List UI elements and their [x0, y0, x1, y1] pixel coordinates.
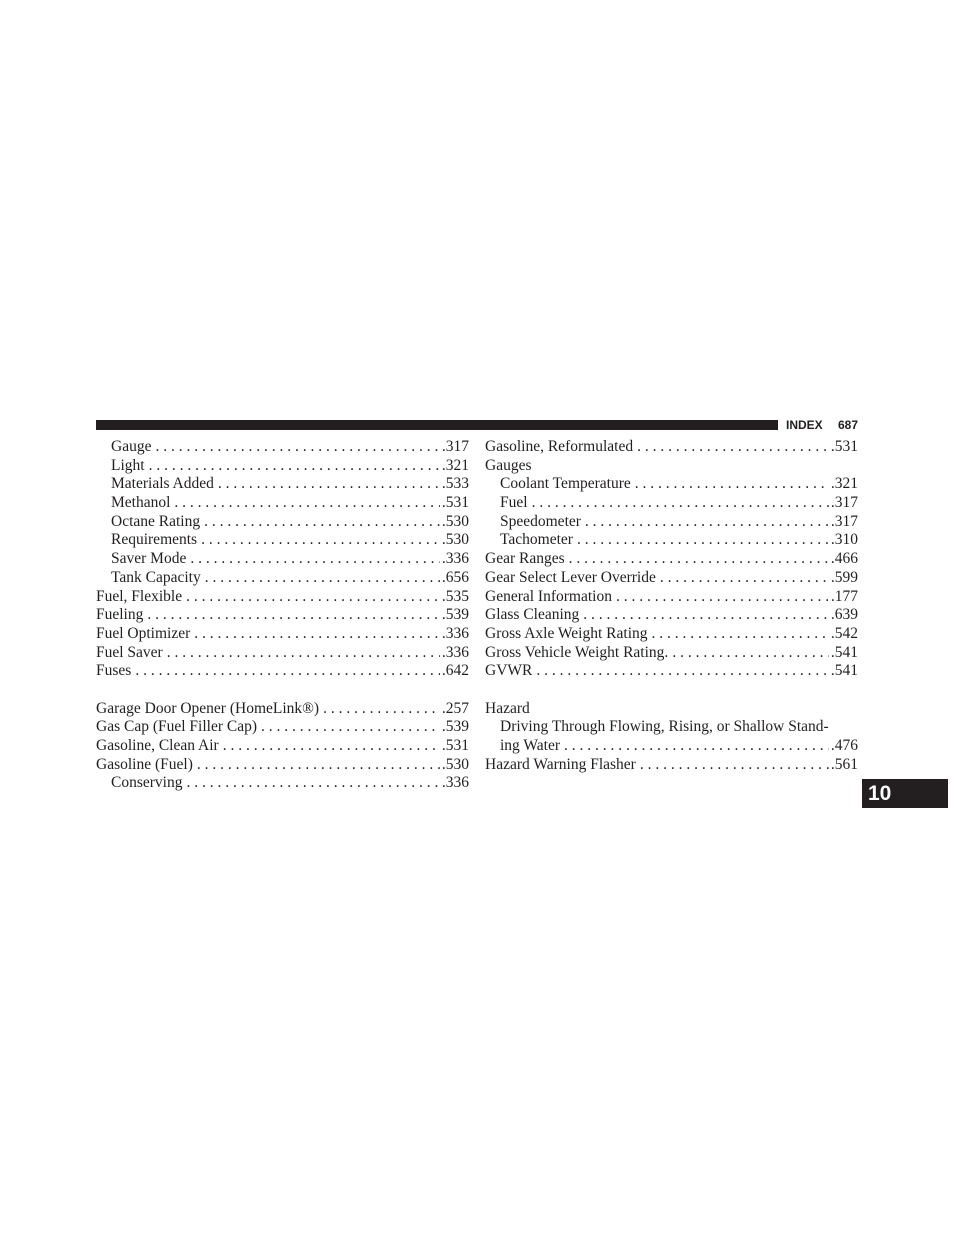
- index-entry-page: .177: [830, 587, 858, 605]
- index-entry-page: .336: [441, 774, 469, 792]
- index-entry-label: Fuel, Flexible: [96, 587, 183, 605]
- index-entry: [485, 644, 858, 663]
- index-entry: [96, 737, 469, 756]
- index-entry-page: .599: [830, 568, 858, 586]
- index-entry: [96, 625, 469, 644]
- index-entry-label: Gas Cap (Fuel Filler Cap): [96, 718, 258, 736]
- dot-leader: [204, 513, 440, 532]
- dot-leader: [261, 718, 440, 737]
- index-column-right: [485, 438, 858, 774]
- index-entry-page: .317: [441, 438, 469, 455]
- index-entry-page: .466: [830, 550, 858, 568]
- index-entry: [96, 774, 469, 793]
- dot-leader: [190, 550, 440, 569]
- index-entry-label: Gauge: [111, 438, 152, 455]
- index-entry: [96, 550, 469, 569]
- index-entry: [485, 662, 858, 681]
- index-entry-page: .530: [441, 512, 469, 530]
- index-entry-label: Saver Mode: [111, 550, 187, 568]
- index-entry-page: .317: [830, 494, 858, 512]
- dot-leader: [652, 625, 829, 644]
- index-entry: [96, 569, 469, 588]
- index-entry-label: Requirements: [111, 531, 198, 549]
- dot-leader: [585, 513, 829, 532]
- index-entry-label: Fuel Optimizer: [96, 624, 191, 642]
- dot-leader: [186, 588, 440, 607]
- dot-leader: [174, 494, 439, 513]
- dot-leader: [672, 644, 829, 663]
- index-entry: [96, 457, 469, 476]
- index-entry-page: .321: [441, 456, 469, 474]
- index-entry-label: Driving Through Flowing, Rising, or Shallow Stand-: [500, 718, 829, 736]
- index-entry: [485, 737, 858, 756]
- index-entry-page: .257: [441, 699, 469, 717]
- index-entry-label: Hazard: [485, 699, 530, 717]
- dot-leader: [223, 737, 440, 756]
- index-entry: [96, 475, 469, 494]
- index-entry: [96, 644, 469, 663]
- index-entry: [96, 494, 469, 513]
- index-entry: [96, 606, 469, 625]
- index-entry-label: Gross Vehicle Weight Rating.: [485, 643, 669, 661]
- index-entry: [485, 588, 858, 607]
- dot-leader: [640, 756, 829, 775]
- index-entry: [485, 550, 858, 569]
- index-entry-page: .542: [830, 624, 858, 642]
- index-entry-page: .336: [441, 550, 469, 568]
- chapter-tab: [862, 779, 948, 808]
- index-entry-page: .656: [441, 568, 469, 586]
- index-entry-label: Gasoline, Clean Air: [96, 737, 219, 754]
- index-entry: [485, 475, 858, 494]
- index-entry-page: .539: [441, 606, 469, 624]
- index-entry-label: Gauges: [485, 456, 532, 474]
- running-header: [786, 417, 858, 433]
- index-entry-page: .541: [830, 643, 858, 661]
- index-entry-label: Tank Capacity: [111, 568, 201, 586]
- dot-leader: [155, 438, 439, 457]
- dot-leader: [532, 494, 829, 513]
- index-entry: [485, 569, 858, 588]
- index-entry-label: Gear Select Lever Override: [485, 568, 656, 586]
- dot-leader: [218, 475, 440, 494]
- index-entry-page: .336: [441, 643, 469, 661]
- index-entry-label: GVWR: [485, 662, 533, 680]
- dot-leader: [660, 569, 829, 588]
- index-entry-label: Gross Axle Weight Rating: [485, 624, 648, 642]
- index-column-left: [96, 438, 469, 793]
- index-entry: [485, 625, 858, 644]
- index-entry-page: .530: [441, 531, 469, 549]
- index-entry: [96, 513, 469, 532]
- dot-leader: [186, 774, 439, 793]
- index-entry-page: .476: [830, 737, 858, 754]
- index-entry-label: General Information: [485, 587, 612, 605]
- index-entry-label: Gasoline, Reformulated: [485, 438, 634, 455]
- index-entry-label: Gasoline (Fuel): [96, 755, 193, 773]
- index-entry-page: .561: [830, 755, 858, 773]
- index-entry: [485, 700, 858, 719]
- index-entry-label: Conserving: [111, 774, 183, 792]
- section-title: INDEX: [786, 418, 823, 432]
- page-number: 687: [837, 418, 858, 432]
- index-entry: [485, 756, 858, 775]
- index-entry: [485, 531, 858, 550]
- index-entry-label: Light: [111, 456, 145, 474]
- index-entry-label: Fuses: [96, 662, 132, 680]
- index-entry: [96, 588, 469, 607]
- index-entry-label: ing Water: [500, 737, 561, 754]
- index-spacer: [96, 681, 469, 700]
- index-spacer: [485, 681, 858, 700]
- dot-leader: [197, 756, 440, 775]
- index-entry-label: Octane Rating: [111, 512, 201, 530]
- index-entry-page: .530: [441, 755, 469, 773]
- index-entry: [96, 662, 469, 681]
- dot-leader: [635, 475, 829, 494]
- index-entry-page: .541: [830, 662, 858, 680]
- index-entry-label: Fuel: [500, 494, 528, 512]
- dot-leader: [577, 531, 829, 550]
- dot-leader: [135, 662, 440, 681]
- index-entry-page: .321: [830, 475, 858, 493]
- index-entry-label: Fueling: [96, 606, 144, 624]
- index-entry-page: .317: [830, 512, 858, 530]
- dot-leader: [569, 550, 829, 569]
- index-entry-page: .531: [830, 438, 858, 455]
- index-entry-page: .642: [441, 662, 469, 680]
- index-entry-label: Gear Ranges: [485, 550, 565, 568]
- dot-leader: [616, 588, 829, 607]
- index-entry-page: .336: [441, 624, 469, 642]
- index-entry-page: .533: [441, 475, 469, 493]
- dot-leader: [637, 438, 829, 457]
- chapter-tab-label: 10: [868, 781, 892, 805]
- index-entry-page: .639: [830, 606, 858, 624]
- dot-leader: [201, 531, 440, 550]
- dot-leader: [205, 569, 440, 588]
- index-entry: [96, 756, 469, 775]
- index-entry-page: .531: [441, 737, 469, 754]
- index-entry: [96, 718, 469, 737]
- index-entry: [485, 606, 858, 625]
- index-entry-page: .535: [441, 587, 469, 605]
- header-rule: [96, 420, 778, 430]
- index-entry: [485, 438, 858, 457]
- index-entry-label: Coolant Temperature: [500, 475, 631, 493]
- index-entry: [96, 531, 469, 550]
- index-entry-label: Hazard Warning Flasher: [485, 755, 636, 773]
- index-entry-label: Fuel Saver: [96, 643, 163, 661]
- dot-leader: [323, 700, 440, 719]
- index-entry-page: .531: [441, 494, 469, 512]
- index-entry-label: Glass Cleaning: [485, 606, 580, 624]
- dot-leader: [167, 644, 440, 663]
- dot-leader: [536, 662, 829, 681]
- index-entry: [485, 494, 858, 513]
- index-entry: [485, 513, 858, 532]
- dot-leader: [583, 606, 829, 625]
- dot-leader: [147, 606, 440, 625]
- index-entry-label: Garage Door Opener (HomeLink®): [96, 699, 320, 717]
- dot-leader: [564, 737, 829, 756]
- index-entry: [485, 718, 858, 737]
- index-entry-label: Materials Added: [111, 475, 214, 493]
- index-entry: [96, 438, 469, 457]
- index-entry: [485, 457, 858, 476]
- index-entry-label: Speedometer: [500, 512, 581, 530]
- dot-leader: [194, 625, 440, 644]
- dot-leader: [149, 457, 440, 476]
- index-entry-label: Tachometer: [500, 531, 573, 549]
- index-entry-page: .539: [441, 718, 469, 736]
- index-entry-label: Methanol: [111, 494, 171, 512]
- index-entry: [96, 700, 469, 719]
- index-entry-page: .310: [830, 531, 858, 549]
